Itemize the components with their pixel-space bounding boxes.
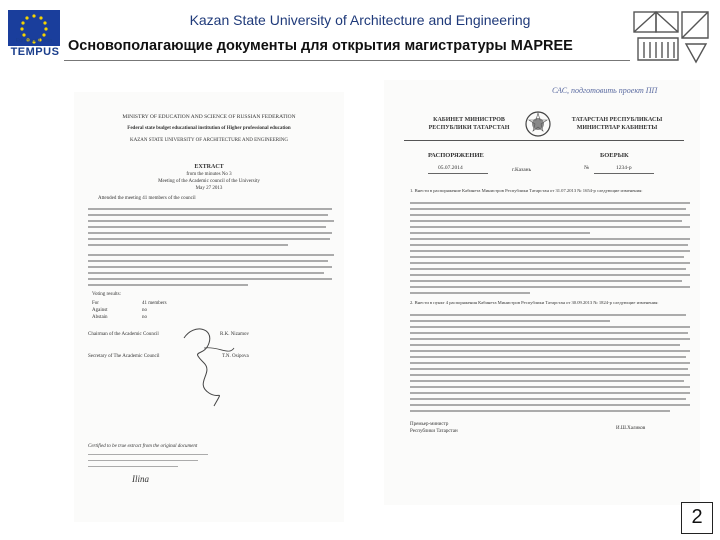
- order-number: 1234-р: [616, 165, 632, 171]
- order-city: г.Казань: [512, 167, 532, 173]
- signer-title-1: Премьер-министр: [410, 422, 449, 427]
- signer-title-2: Республики Татарстан: [410, 429, 458, 434]
- vote-value: 41 members: [142, 301, 167, 306]
- doc-extract-from: from the minutes No 3: [186, 172, 232, 177]
- doc-certification: Certified to be true extract from the original document: [88, 444, 198, 449]
- doc-meeting: Meeting of the Academic council of the University: [158, 179, 260, 184]
- doc-ministry: MINISTRY OF EDUCATION AND SCIENCE OF RUSSIAN FEDERATION: [122, 114, 296, 120]
- doc-university: KAZAN STATE UNIVERSITY OF ARCHITECTURE AND ENGINEERING: [129, 138, 289, 143]
- order-title-ru: РАСПОРЯЖЕНИЕ: [428, 152, 484, 159]
- university-name: Kazan State University of Architecture and Engineering: [189, 12, 531, 28]
- doc-extract-heading: EXTRACT: [194, 164, 224, 170]
- vote-value: no: [142, 308, 147, 313]
- title-divider: [64, 60, 630, 61]
- cabinet-title-tt: ТАТАРСТАН РЕСПУБЛИКАСЫ МИНИСТРЛАР КАБИНЕТЫ: [571, 117, 663, 131]
- doc-voting-label: Voting results:: [92, 292, 121, 297]
- eu-label: European Union: [15, 38, 53, 44]
- page-title: Основополагающие документы для открытия магистратуры MAPREE: [68, 38, 573, 54]
- order-title-tt: БОЕРЫК: [600, 152, 629, 159]
- handwritten-signature-icon: [174, 318, 244, 408]
- doc-chairman-name: R.K. Nizamov: [220, 332, 250, 337]
- order-date: 05.07.2014: [438, 165, 463, 171]
- tatarstan-emblem-icon: [524, 110, 552, 138]
- vote-label: For: [92, 301, 99, 306]
- vote-label: Against: [92, 308, 108, 313]
- cabinet-order-document: [384, 80, 700, 505]
- page-number: 2: [681, 502, 713, 534]
- doc-chairman: Chairman of the Academic Council: [88, 332, 159, 337]
- cabinet-title-ru: КАБИНЕТ МИНИСТРОВ РЕСПУБЛИКИ ТАТАРСТАН: [428, 117, 510, 131]
- order-section-1: 1. Внести в распоряжение Кабинета Министров Республики Татарстан от 31.07.2013 № 1654-р следующие изменения:: [410, 188, 643, 193]
- signer-name: И.Ш.Халиков: [616, 426, 646, 431]
- order-number-label: №: [584, 165, 590, 171]
- order-section-2: 2. Внести в пункт 4 распоряжения Кабинета Министров Республики Татарстан от 30.09.2013 № 1824-р следующие изменения:: [410, 300, 659, 305]
- doc-attended: Attended the meeting 41 members of the council: [98, 196, 196, 201]
- vote-value: no: [142, 315, 147, 320]
- doc-signature: Ilina: [132, 474, 149, 484]
- vote-label: Abstain: [92, 315, 108, 320]
- doc-secretary: Secretary of The Academic Council: [88, 354, 160, 359]
- doc-date: May 27 2013: [195, 186, 223, 191]
- doc-secretary-name: T.N. Osipova: [222, 354, 249, 359]
- architecture-logo-icon: [632, 8, 710, 66]
- academic-council-extract-document: [74, 92, 344, 522]
- tempus-logo: TEMPUS: [10, 46, 60, 58]
- handwritten-note: САС, подготовить проект ПП: [552, 86, 658, 95]
- doc-institution: Federal state budget educational institution of Higher professional education: [127, 126, 291, 131]
